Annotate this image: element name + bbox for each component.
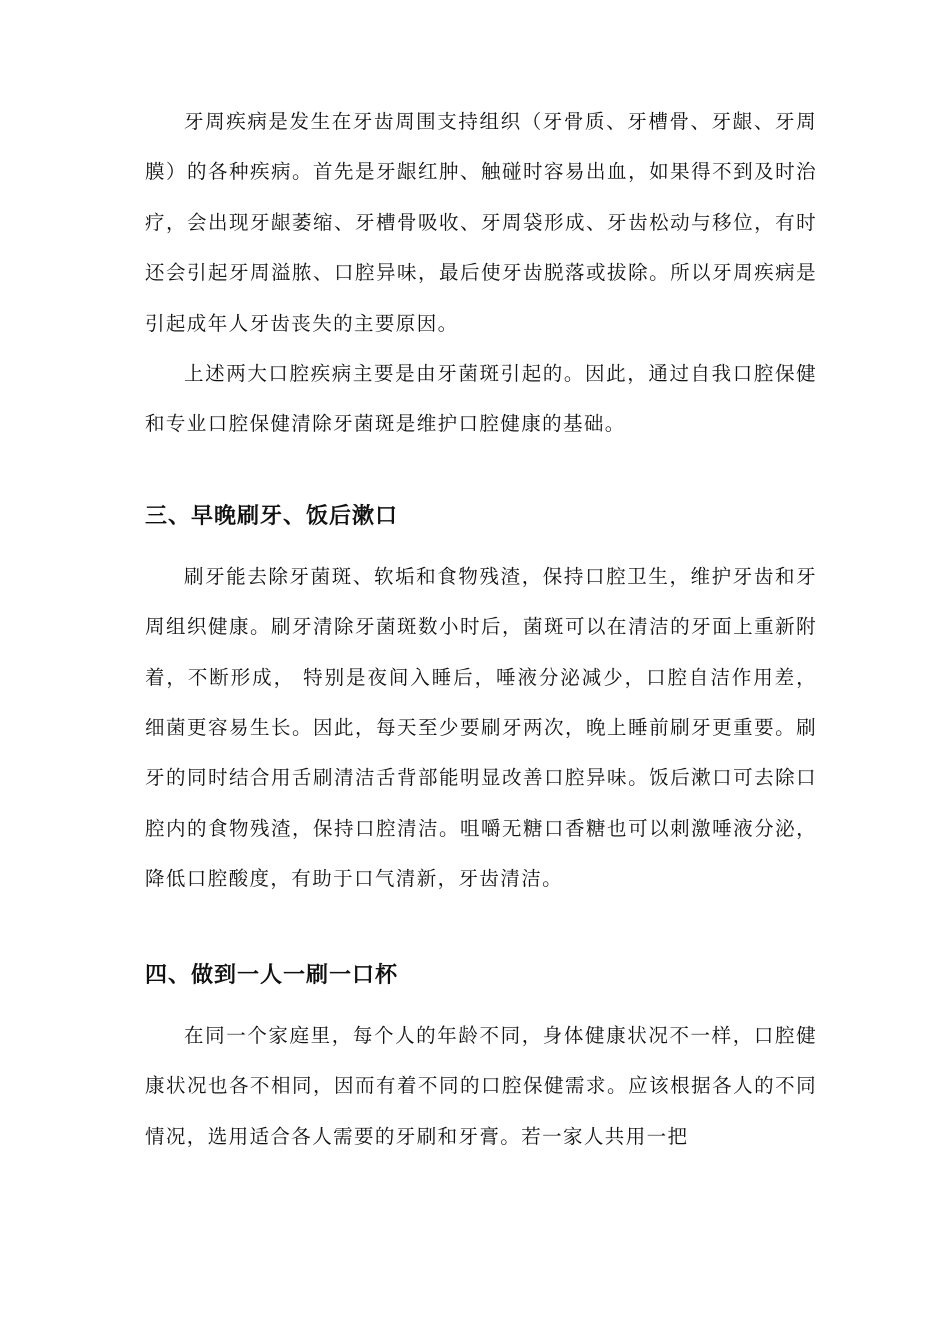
section-3-paragraph: 刷牙能去除牙菌斑、软垢和食物残渣，保持口腔卫生，维护牙齿和牙周组织健康。刷牙清除牙菌斑数小时后，菌斑可以在清洁的牙面上重新附着，不断形成， 特别是夜间入睡后，唾液分泌减少，口腔自洁作用差，细菌更容易生长。因此，每天至少要刷牙两次，晚上睡前刷牙更重要。刷牙的同时结合用舌刷清洁舌背部能明显改善口腔异味。饭后漱口可去除口腔内的食物残渣，保持口腔清洁。咀嚼无糖口香糖也可以刺激唾液分泌，降低口腔酸度，有助于口气清新，牙齿清洁。 (145, 564, 817, 891)
spacer (145, 450, 817, 499)
spacer (145, 905, 817, 958)
section-4-paragraph: 在同一个家庭里，每个人的年龄不同，身体健康状况不一样，口腔健康状况也各不相同，因而有着不同的口腔保健需求。应该根据各人的不同情况，选用适合各人需要的牙刷和牙膏。若一家人共用一把 (145, 1023, 817, 1148)
document-body (145, 97, 817, 1162)
spacer (145, 535, 817, 552)
section-3-heading: 三、早晚刷牙、饭后漱口 (145, 503, 399, 529)
paragraph-plaque-summary: 上述两大口腔疾病主要是由牙菌斑引起的。因此，通过自我口腔保健和专业口腔保健清除牙菌斑是维护口腔健康的基础。 (145, 362, 817, 436)
paragraph-periodontal-disease: 牙周疾病是发生在牙齿周围支持组织（牙骨质、牙槽骨、牙龈、牙周膜）的各种疾病。首先是牙龈红肿、触碰时容易出血，如果得不到及时治疗，会出现牙龈萎缩、牙槽骨吸收、牙周袋形成、牙齿松动与移位，有时还会引起牙周溢脓、口腔异味，最后使牙齿脱落或拔除。所以牙周疾病是引起成年人牙齿丧失的主要原因。 (145, 110, 817, 335)
section-4-heading: 四、做到一人一刷一口杯 (145, 962, 399, 988)
spacer (145, 994, 817, 1011)
